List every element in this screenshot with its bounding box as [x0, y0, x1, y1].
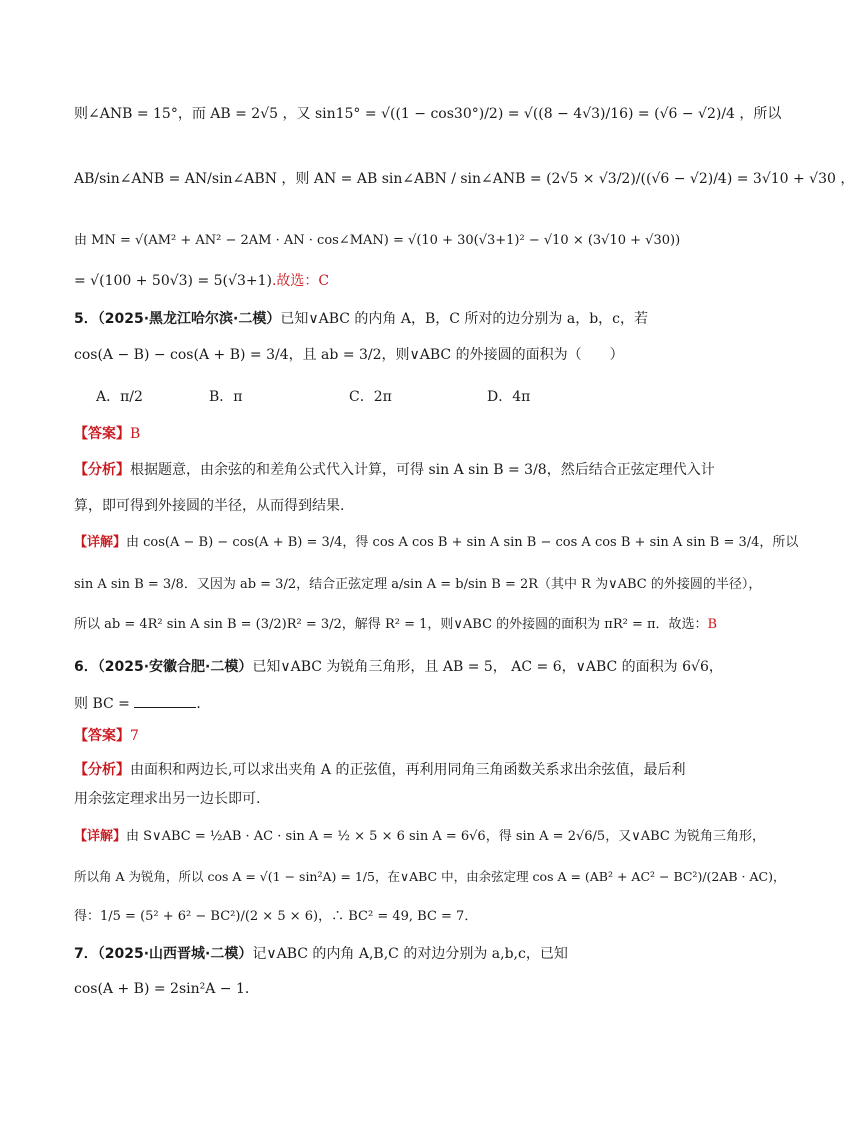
p4-formula: (2√5 × √3/2)/((√6 − √2)/4) = 3√10 + √30 — [546, 171, 836, 187]
q6-analysis-2 — [74, 788, 260, 810]
q5-detail-2 — [74, 574, 761, 596]
p4-formula: 由 MN = √(AM² + AN² − 2AM · AN · cos∠MAN) = √(10 + 30(√3+1)² − √10 × (3√10 + √30)) — [74, 233, 681, 248]
p4-text: 则∠ANB = 15°，而 AB = 2√5 ，又 sin15° = — [74, 106, 377, 122]
q5-option-d: D．4π — [487, 389, 531, 405]
p4-line-3 — [74, 230, 680, 252]
q5-analysis-text-2: 算，即可得到外接圆的半径，从而得到结果. — [74, 498, 345, 514]
p4-formula: = √(100 + 50√3) = 5(√3+1) — [74, 273, 272, 289]
q6-analysis-text-2: 用余弦定理求出另一边长即可. — [74, 791, 261, 807]
p4-line-2 — [74, 168, 854, 190]
p4-line-4 — [74, 270, 329, 292]
q6-detail-text: 由 S∨ABC = ½AB · AC · sin A = ½ × 5 × 6 sin A = 6√6，得 sin A = 2√6/5，又∨ABC 为锐角三角形， — [126, 829, 765, 844]
q5-option-b: B．π — [209, 389, 243, 405]
q6-answer-value: 7 — [130, 728, 139, 744]
q6-stem-text-2: 则 BC = — [74, 696, 130, 712]
q5-stem-2 — [74, 344, 624, 366]
q5-detail-1 — [74, 532, 798, 554]
q6-detail-3 — [74, 906, 477, 928]
q5-detail-3 — [74, 614, 717, 636]
q5-analysis-text: 根据题意，由余弦的和差角公式代入计算，可得 sin A sin B = 3/8，然后结合正弦定理代入计 — [130, 462, 715, 478]
q6-stem-text: 已知∨ABC 为锐角三角形，且 AB = 5， AC = 6，∨ABC 的面积为 6√6， — [252, 659, 723, 675]
q5-analysis-tag: 【分析】 — [74, 462, 130, 478]
p4-text: ，则 AN = AB sin∠ABN / sin∠ANB = — [281, 171, 542, 187]
q7-source: 7．（2025·山西晋城·二模） — [74, 946, 253, 962]
q5-option-c: C．2π — [349, 389, 392, 405]
q6-stem — [74, 656, 723, 678]
q6-answer — [74, 725, 139, 747]
q5-detail-text-2: sin A sin B = 3/8．又因为 ab = 3/2，结合正弦定理 a/sin A = b/sin B = 2R（其中 R 为∨ABC 的外接圆的半径）， — [74, 577, 762, 592]
q6-detail-1 — [74, 826, 765, 848]
q6-source: 6．（2025·安徽合肥·二模） — [74, 659, 253, 675]
q5-answer — [74, 423, 140, 445]
q5-detail-tag: 【详解】 — [74, 535, 127, 550]
p4-conclusion: .故选：C — [271, 273, 330, 289]
p4-text: ，所以 — [739, 106, 782, 122]
p4-formula: √((1 − cos30°)/2) = √((8 − 4√3)/16) = (√6 − √2)/4 — [381, 106, 735, 122]
q5-detail-text: 由 cos(A − B) − cos(A + B) = 3/4，得 cos A cos B + sin A sin B − cos A cos B + sin A sin B = 3/4，所以 — [126, 535, 799, 550]
q5-source: 5．（2025·黑龙江哈尔滨·二模） — [74, 311, 281, 327]
q6-stem-2 — [74, 693, 210, 715]
q5-answer-tag: 【答案】 — [74, 426, 130, 442]
p4-formula: AB/sin∠ANB = AN/sin∠ABN — [74, 171, 277, 187]
q6-analysis-1 — [74, 759, 685, 781]
q5-option-a: A．π/2 — [96, 389, 143, 405]
q6-analysis-tag: 【分析】 — [74, 762, 130, 778]
q7-formula: cos(A + B) = 2sin²A − 1． — [74, 981, 259, 997]
q6-answer-blank — [134, 707, 196, 708]
q6-detail-text-2: 所以角 A 为锐角，所以 cos A = √(1 − sin²A) = 1/5，在∨ABC 中，由余弦定理 cos A = (AB² + AC² − BC²)/(2AB · AC)， — [74, 869, 786, 884]
q6-answer-tag: 【答案】 — [74, 728, 130, 744]
q5-stem-text-2: ，且 ab = 3/2，则∨ABC 的外接圆的面积为（ ） — [288, 347, 624, 363]
q6-detail-tag: 【详解】 — [74, 829, 127, 844]
p4-text: ， — [840, 171, 854, 187]
q6-detail-text-3: 得：1/5 = (5² + 6² − BC²)/(2 × 5 × 6)，∴ BC² = 49, BC = 7． — [74, 909, 478, 924]
q5-stem-text: 已知∨ABC 的内角 A，B，C 所对的边分别为 a，b，c，若 — [280, 311, 649, 327]
q5-detail-text-3: 所以 ab = 4R² sin A sin B = (3/2)R² = 3/2，解得 R² = 1，则∨ABC 的外接圆的面积为 πR² = π．故选： — [74, 617, 708, 632]
q5-formula: cos(A − B) − cos(A + B) = 3/4 — [74, 347, 289, 363]
q6-analysis-text: 由面积和两边长,可以求出夹角 A 的正弦值，再利用同角三角函数关系求出余弦值，最后利 — [130, 762, 686, 778]
q7-stem — [74, 943, 568, 965]
q6-period: ． — [196, 696, 211, 712]
q7-stem-2 — [74, 978, 259, 1000]
q5-detail-choice: B — [707, 617, 718, 632]
q5-answer-value: B — [130, 426, 141, 442]
q6-detail-2 — [74, 866, 785, 888]
q7-stem-text: 记∨ABC 的内角 A,B,C 的对边分别为 a,b,c，已知 — [252, 946, 568, 962]
q5-analysis-1 — [74, 459, 715, 481]
p4-line-1 — [74, 103, 781, 125]
q5-analysis-2 — [74, 495, 344, 517]
q5-stem — [74, 308, 648, 330]
